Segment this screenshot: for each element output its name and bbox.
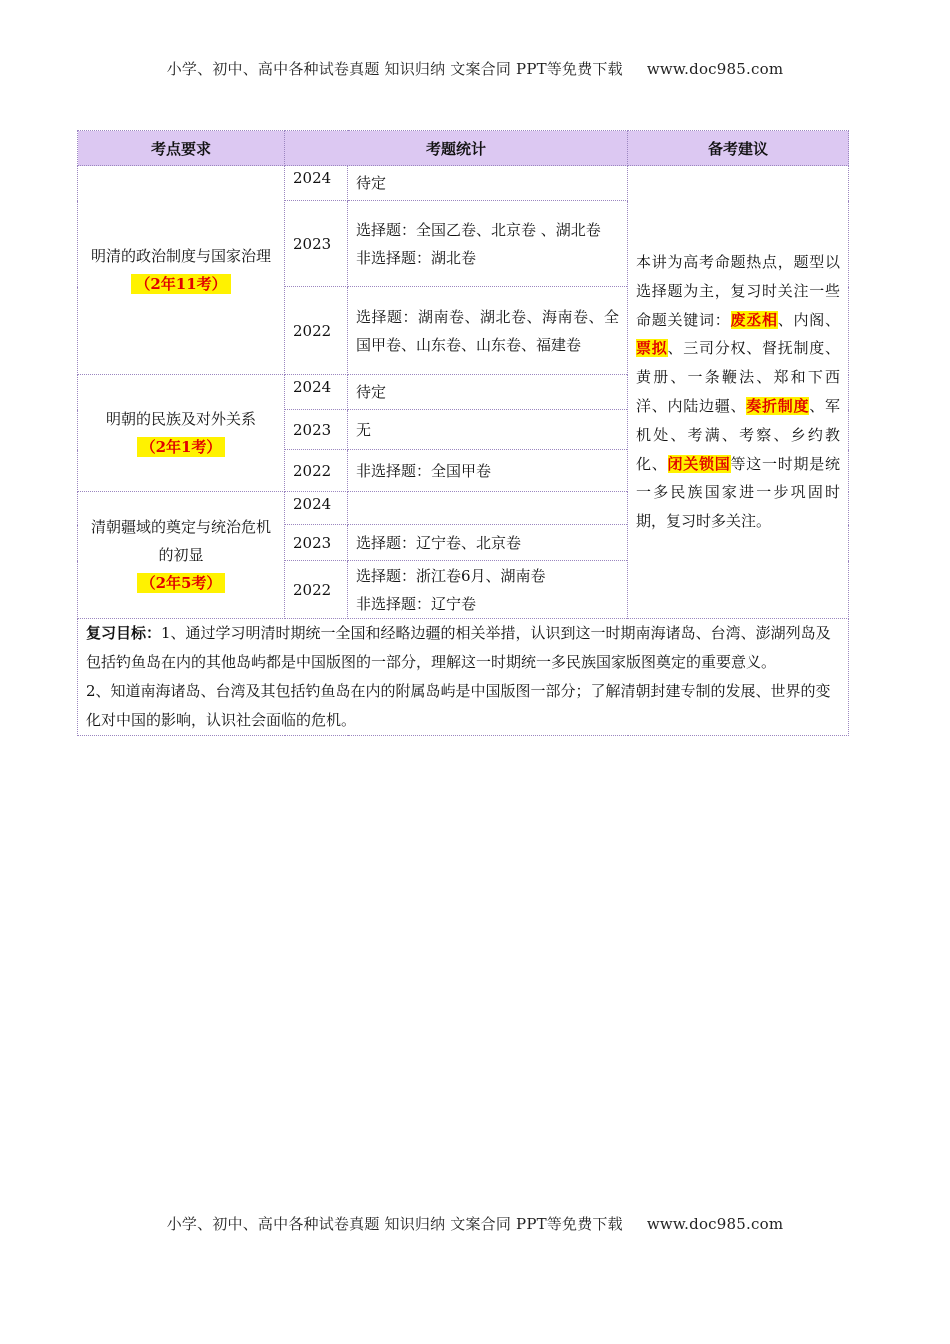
topic-cell [78, 166, 285, 375]
advice-text-1: 本讲为高考命题热点，题型以选择题为主，复习时关注一些命题关键词： [636, 253, 841, 329]
keyword-highlight: 废丞相 [730, 310, 778, 329]
year-cell: 2022 [285, 561, 348, 619]
detail-cell [348, 166, 628, 201]
detail-line: 无 [356, 420, 372, 439]
year-cell: 2024 [285, 166, 348, 201]
detail-line: 待定 [356, 174, 387, 192]
detail-cell [348, 375, 628, 410]
goals-text-1: 1、通过学习明清时期统一全国和经略边疆的相关举措，认识到这一时期南海诸岛、台湾、澎湖列岛及包括钓鱼岛在内的其他岛屿都是中国版图的一部分，理解这一时期统一多民族国家版图奠定的重要意义。 [86, 624, 831, 671]
keyword-highlight: 票拟 [636, 339, 668, 358]
year-cell: 2023 [285, 410, 348, 450]
table-header-row [78, 131, 849, 166]
goals-line-2: 2、知道南海诸岛、台湾及其包括钓鱼岛在内的附属岛屿是中国版图一部分；了解清朝封建专制的发展、世界的变化对中国的影响，认识社会面临的危机。 [86, 682, 831, 729]
detail-cell [348, 525, 628, 561]
advice-text-3: 、三司分权、督抚制度、黄册、一条鞭法、郑和下西洋、内陆边疆、 [636, 339, 841, 415]
goals-line-1 [86, 619, 840, 677]
topic-name: 明朝的民族及对外关系 [105, 410, 256, 428]
footer-text: 小学、初中、高中各种试卷真题 知识归纳 文案合同 PPT等免费下载 [166, 1215, 623, 1233]
goals-cell [78, 619, 849, 736]
page-footer [0, 1213, 950, 1234]
advice-text-2: 、内阁、 [777, 310, 840, 329]
year-cell: 2024 [285, 375, 348, 410]
table-row [78, 166, 849, 201]
detail-line: 非选择题：湖北卷 [356, 248, 477, 267]
exam-table [77, 130, 849, 736]
year-cell: 2024 [285, 492, 348, 525]
detail-line: 待定 [356, 383, 387, 401]
footer-url[interactable]: www.doc985.com [646, 1215, 784, 1233]
year-cell: 2023 [285, 201, 348, 287]
detail-cell [348, 410, 628, 450]
header-text: 小学、初中、高中各种试卷真题 知识归纳 文案合同 PPT等免费下载 [166, 60, 623, 78]
keyword-highlight: 奏折制度 [746, 397, 810, 415]
goals-row [78, 619, 849, 736]
goals-label: 复习目标： [86, 624, 162, 642]
header-url[interactable]: www.doc985.com [646, 60, 784, 78]
detail-line: 选择题：湖南卷、湖北卷、海南卷、全国甲卷、山东卷、山东卷、福建卷 [356, 307, 620, 354]
topic-count-badge: （2年11考） [131, 274, 230, 294]
year-cell: 2022 [285, 287, 348, 375]
topic-name: 清朝疆域的奠定与统治危机的初显 [90, 518, 271, 564]
detail-line: 非选择题：全国甲卷 [356, 461, 492, 480]
advice-text-5: 等这一时期是统一多民族国家进一步巩固时期，复习时多关注。 [636, 454, 841, 531]
detail-line: 非选择题：辽宁卷 [356, 594, 477, 613]
advice-text-4: 、军机处、考满、考察、乡约教化、 [636, 397, 841, 473]
header-topic: 考点要求 [78, 131, 285, 166]
detail-line: 选择题：辽宁卷、北京卷 [356, 533, 522, 552]
topic-name: 明清的政治制度与国家治理 [90, 247, 271, 265]
topic-cell [78, 492, 285, 619]
year-cell: 2022 [285, 450, 348, 492]
detail-line: 选择题：浙江卷6月、湖南卷 [356, 566, 546, 585]
header-stats: 考题统计 [285, 131, 628, 166]
year-cell: 2023 [285, 525, 348, 561]
detail-cell [348, 287, 628, 375]
advice-cell [628, 166, 849, 619]
detail-line: 选择题：全国乙卷、北京卷 、湖北卷 [356, 220, 601, 239]
keyword-highlight: 闭关锁国 [667, 454, 731, 473]
detail-cell [348, 450, 628, 492]
detail-cell [348, 201, 628, 287]
detail-cell [348, 492, 628, 525]
page-header [0, 58, 950, 79]
topic-count-badge: （2年1考） [137, 437, 226, 457]
detail-cell [348, 561, 628, 619]
topic-count-badge: （2年5考） [137, 573, 226, 593]
topic-cell [78, 375, 285, 492]
header-advice: 备考建议 [628, 131, 849, 166]
